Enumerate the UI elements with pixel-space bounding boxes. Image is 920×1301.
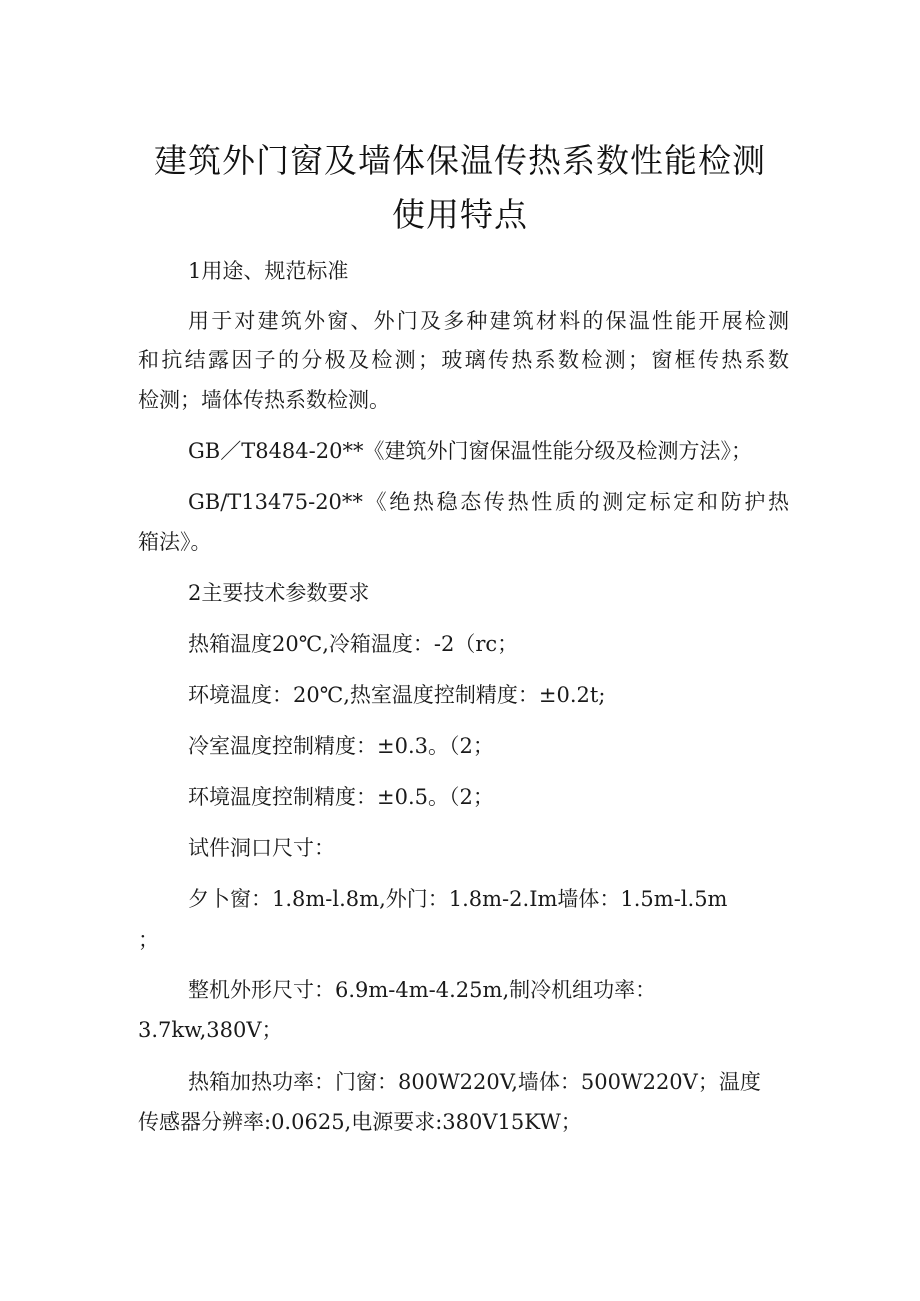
paragraph-1-line-1: 用于对建筑外窗、外门及多种建筑材料的保温性能开展检测: [188, 309, 789, 333]
document-title-line-2: 使用特点: [392, 195, 528, 234]
document-title-line-1: 建筑外门窗及墙体保温传热系数性能检测: [154, 141, 766, 180]
param-opening-sizes-line-2: ；: [138, 928, 159, 952]
param-hot-cold-box-temp: 热箱温度20℃,冷箱温度：-2（rc；: [188, 632, 519, 656]
param-specimen-opening-label: 试件洞口尺寸：: [188, 836, 335, 860]
param-ambient-hot-room-accuracy: 环境温度：20℃,热室温度控制精度：±0.2t;: [188, 683, 606, 707]
param-dimensions-line-1: 整机外形尺寸：6.9m-4m-4.25m,制冷机组功率：: [188, 978, 657, 1002]
param-opening-sizes-line-1: 夕卜窗：1.8m-l.8m,外门：1.8m-2.Im墙体：1.5m-l.5m: [188, 887, 728, 911]
standard-gb-t13475-line-1: GB/T13475-20**《绝热稳态传热性质的测定标定和防护热: [188, 490, 789, 514]
param-heating-power-line-1: 热箱加热功率：门窗：800W220V,墙体：500W220V；温度: [188, 1070, 761, 1094]
section-2-heading: 2主要技术参数要求: [188, 581, 370, 605]
standard-gb-t8484: GB／T8484-20**《建筑外门窗保温性能分级及检测方法》；: [188, 439, 752, 463]
param-ambient-accuracy: 环境温度控制精度：±0.5。（2；: [188, 785, 494, 809]
standard-gb-t13475-line-2: 箱法》。: [138, 530, 212, 554]
param-cold-room-accuracy: 冷室温度控制精度：±0.3。（2；: [188, 734, 494, 758]
section-1-heading: 1用途、规范标准: [188, 259, 349, 283]
paragraph-1-line-2: 和抗结露因子的分极及检测；玻璃传热系数检测；窗框传热系数: [138, 348, 789, 372]
param-dimensions-line-2: 3.7kw,380V；: [138, 1018, 283, 1042]
param-heating-power-line-2: 传感器分辨率:0.0625,电源要求:380V15KW；: [138, 1110, 582, 1134]
paragraph-1-line-3: 检测；墙体传热系数检测。: [138, 388, 390, 412]
